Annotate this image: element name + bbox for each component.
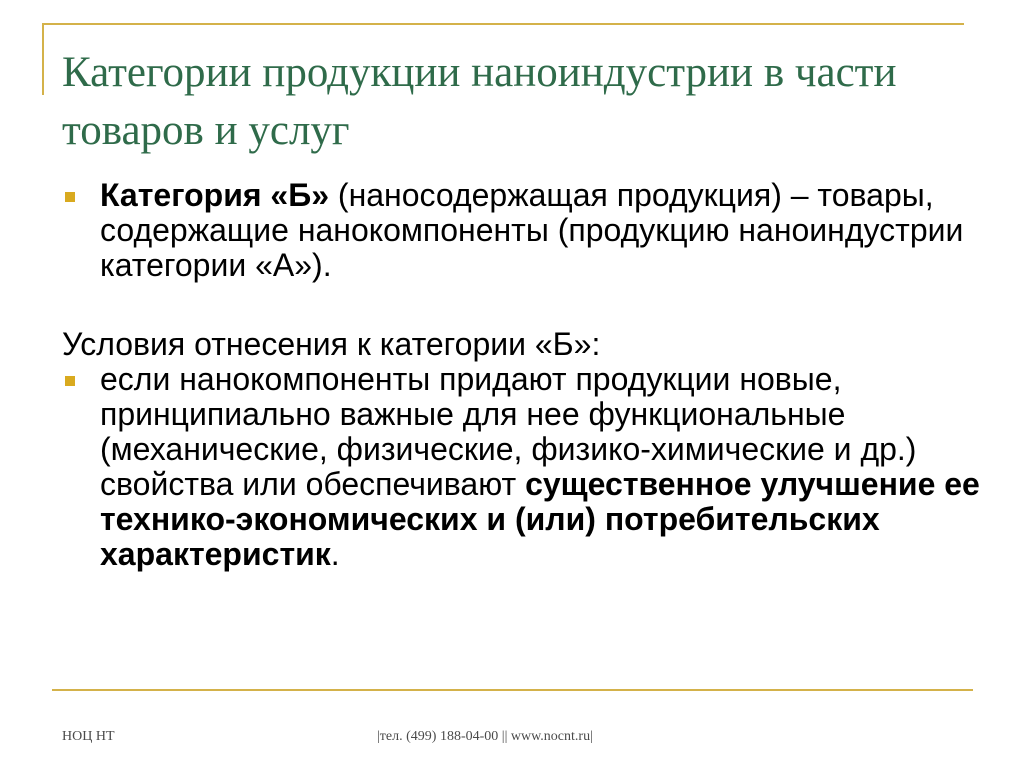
bullet-category-b	[62, 178, 982, 283]
frame-top-rule	[42, 23, 964, 25]
square-bullet-icon	[65, 376, 75, 386]
conditions-bold-text: существенное улучшение ее технико-экономических и (или) потребительских характеристик	[100, 466, 980, 572]
slide-content	[62, 178, 982, 572]
category-b-label: Категория «Б»	[100, 177, 330, 213]
bullet-conditions	[62, 362, 982, 572]
conditions-subheading: Условия отнесения к категории «Б»:	[62, 326, 601, 362]
spacer	[62, 283, 982, 327]
conditions-text: если нанокомпоненты придают продукции новые, принципиально важные для нее функциональные (механические, физические, физико-химические и др.) свойства или обеспечивают	[100, 361, 917, 502]
category-b-description: (наносодержащая продукция) – товары, содержащие нанокомпоненты (продукцию наноиндустрии категории «А»).	[100, 177, 964, 283]
footer-org: НОЦ НТ	[62, 729, 115, 744]
frame-left-rule	[42, 23, 44, 95]
square-bullet-icon	[65, 192, 75, 202]
footer-rule	[52, 689, 973, 691]
conditions-end: .	[330, 536, 340, 572]
slide-title: Категории продукции наноиндустрии в части товаров и услуг	[62, 49, 897, 154]
footer-contacts: |тел. (499) 188-04-00 || www.nocnt.ru|	[377, 729, 593, 744]
